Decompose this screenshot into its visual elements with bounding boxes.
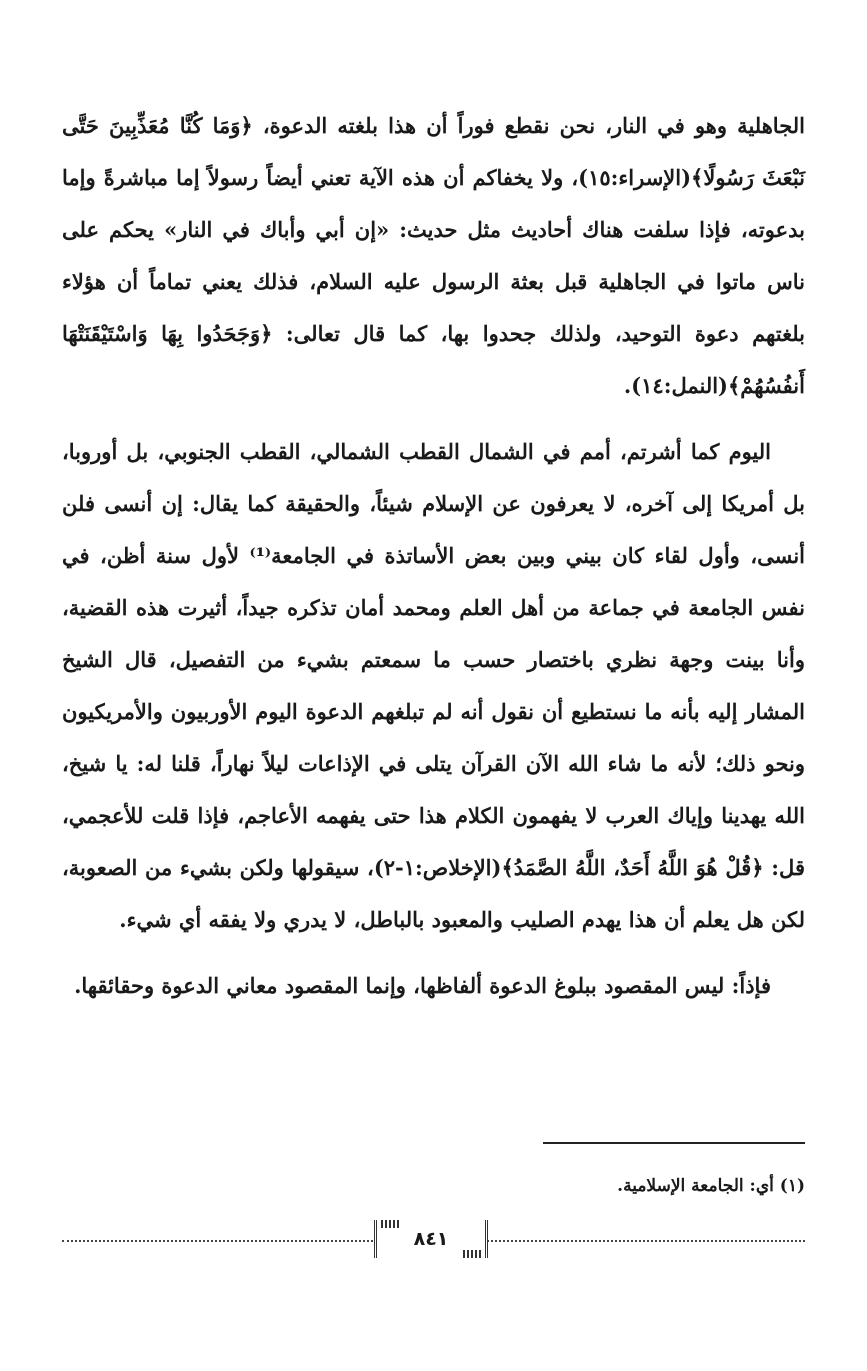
page-number-frame [374,1220,488,1258]
page-number: ٨٤١ [413,1228,449,1250]
footnote-divider [543,1142,805,1144]
paragraph-2: اليوم كما أشرتم، أمم في الشمال القطب الشمالي، القطب الجنوبي، بل أوروبا، بل أمريكا إلى آخره، لا يعرفون عن الإسلام شيئاً، والحقيقة كما يقال: إن أنسى فلن أنسى، وأول لقاء كان بيني وبين بعض الأساتذة في الجامعة⁽¹⁾ لأول سنة أظن، في نفس الجامعة في جماعة من أهل العلم ومحمد أمان تذكره جيداً، أثيرت هذه القضية، وأنا بينت وجهة نظري باختصار حسب ما سمعتم بشيء من التفصيل، قال الشيخ المشار إليه بأنه ما نستطيع أن نقول أنه لم تبلغهم الدعوة اليوم الأوربيون والأمريكيون ونحو ذلك؛ لأنه ما شاء الله الآن القرآن يتلى في الإذاعات ليلاً نهاراً، قلنا له: يا شيخ، الله يهدينا وإياك العرب لا يفهمون الكلام هذا حتى يفهمه الأعاجم، فإذا قلت للأعجمي، قل: ﴿قُلْ هُوَ اللَّهُ أَحَدٌ، اللَّهُ الصَّمَدُ﴾(الإخلاص:١-٢)، سيقولها ولكن بشيء من الصعوبة، لكن هل يعلم أن هذا يهدم الصليب والمعبود بالباطل، لا يدري ولا يفقه أي شيء. [62,439,806,932]
ornament-icon [463,1250,481,1258]
page-body [62,100,806,1250]
ornament-icon [381,1220,399,1228]
footnote: (١) أي: الجامعة الإسلامية. [617,1176,805,1196]
paragraph-3: فإذاً: ليس المقصود ببلوغ الدعوة ألفاظها، وإنما المقصود معاني الدعوة وحقائقها. [74,973,771,998]
paragraph-1: الجاهلية وهو في النار، نحن نقطع فوراً أن هذا بلغته الدعوة، ﴿وَمَا كُنَّا مُعَذِّبِينَ حَتَّى نَبْعَثَ رَسُولًا﴾(الإسراء:١٥)، ولا يخفاكم أن هذه الآية تعني أيضاً رسولاً إما مباشرةً وإما بدعوته، فإذا سلفت هناك أحاديث مثل حديث: «إن أبي وأباك في النار» يحكم على ناس ماتوا في الجاهلية قبل بعثة الرسول عليه السلام، فذلك يعني تماماً أن هؤلاء بلغتهم دعوة التوحيد، ولذلك جحدوا بها، كما قال تعالى: ﴿وَجَحَدُوا بِهَا وَاسْتَيْقَنَتْهَا أَنفُسُهُمْ﴾(النمل:١٤). [62,113,805,398]
